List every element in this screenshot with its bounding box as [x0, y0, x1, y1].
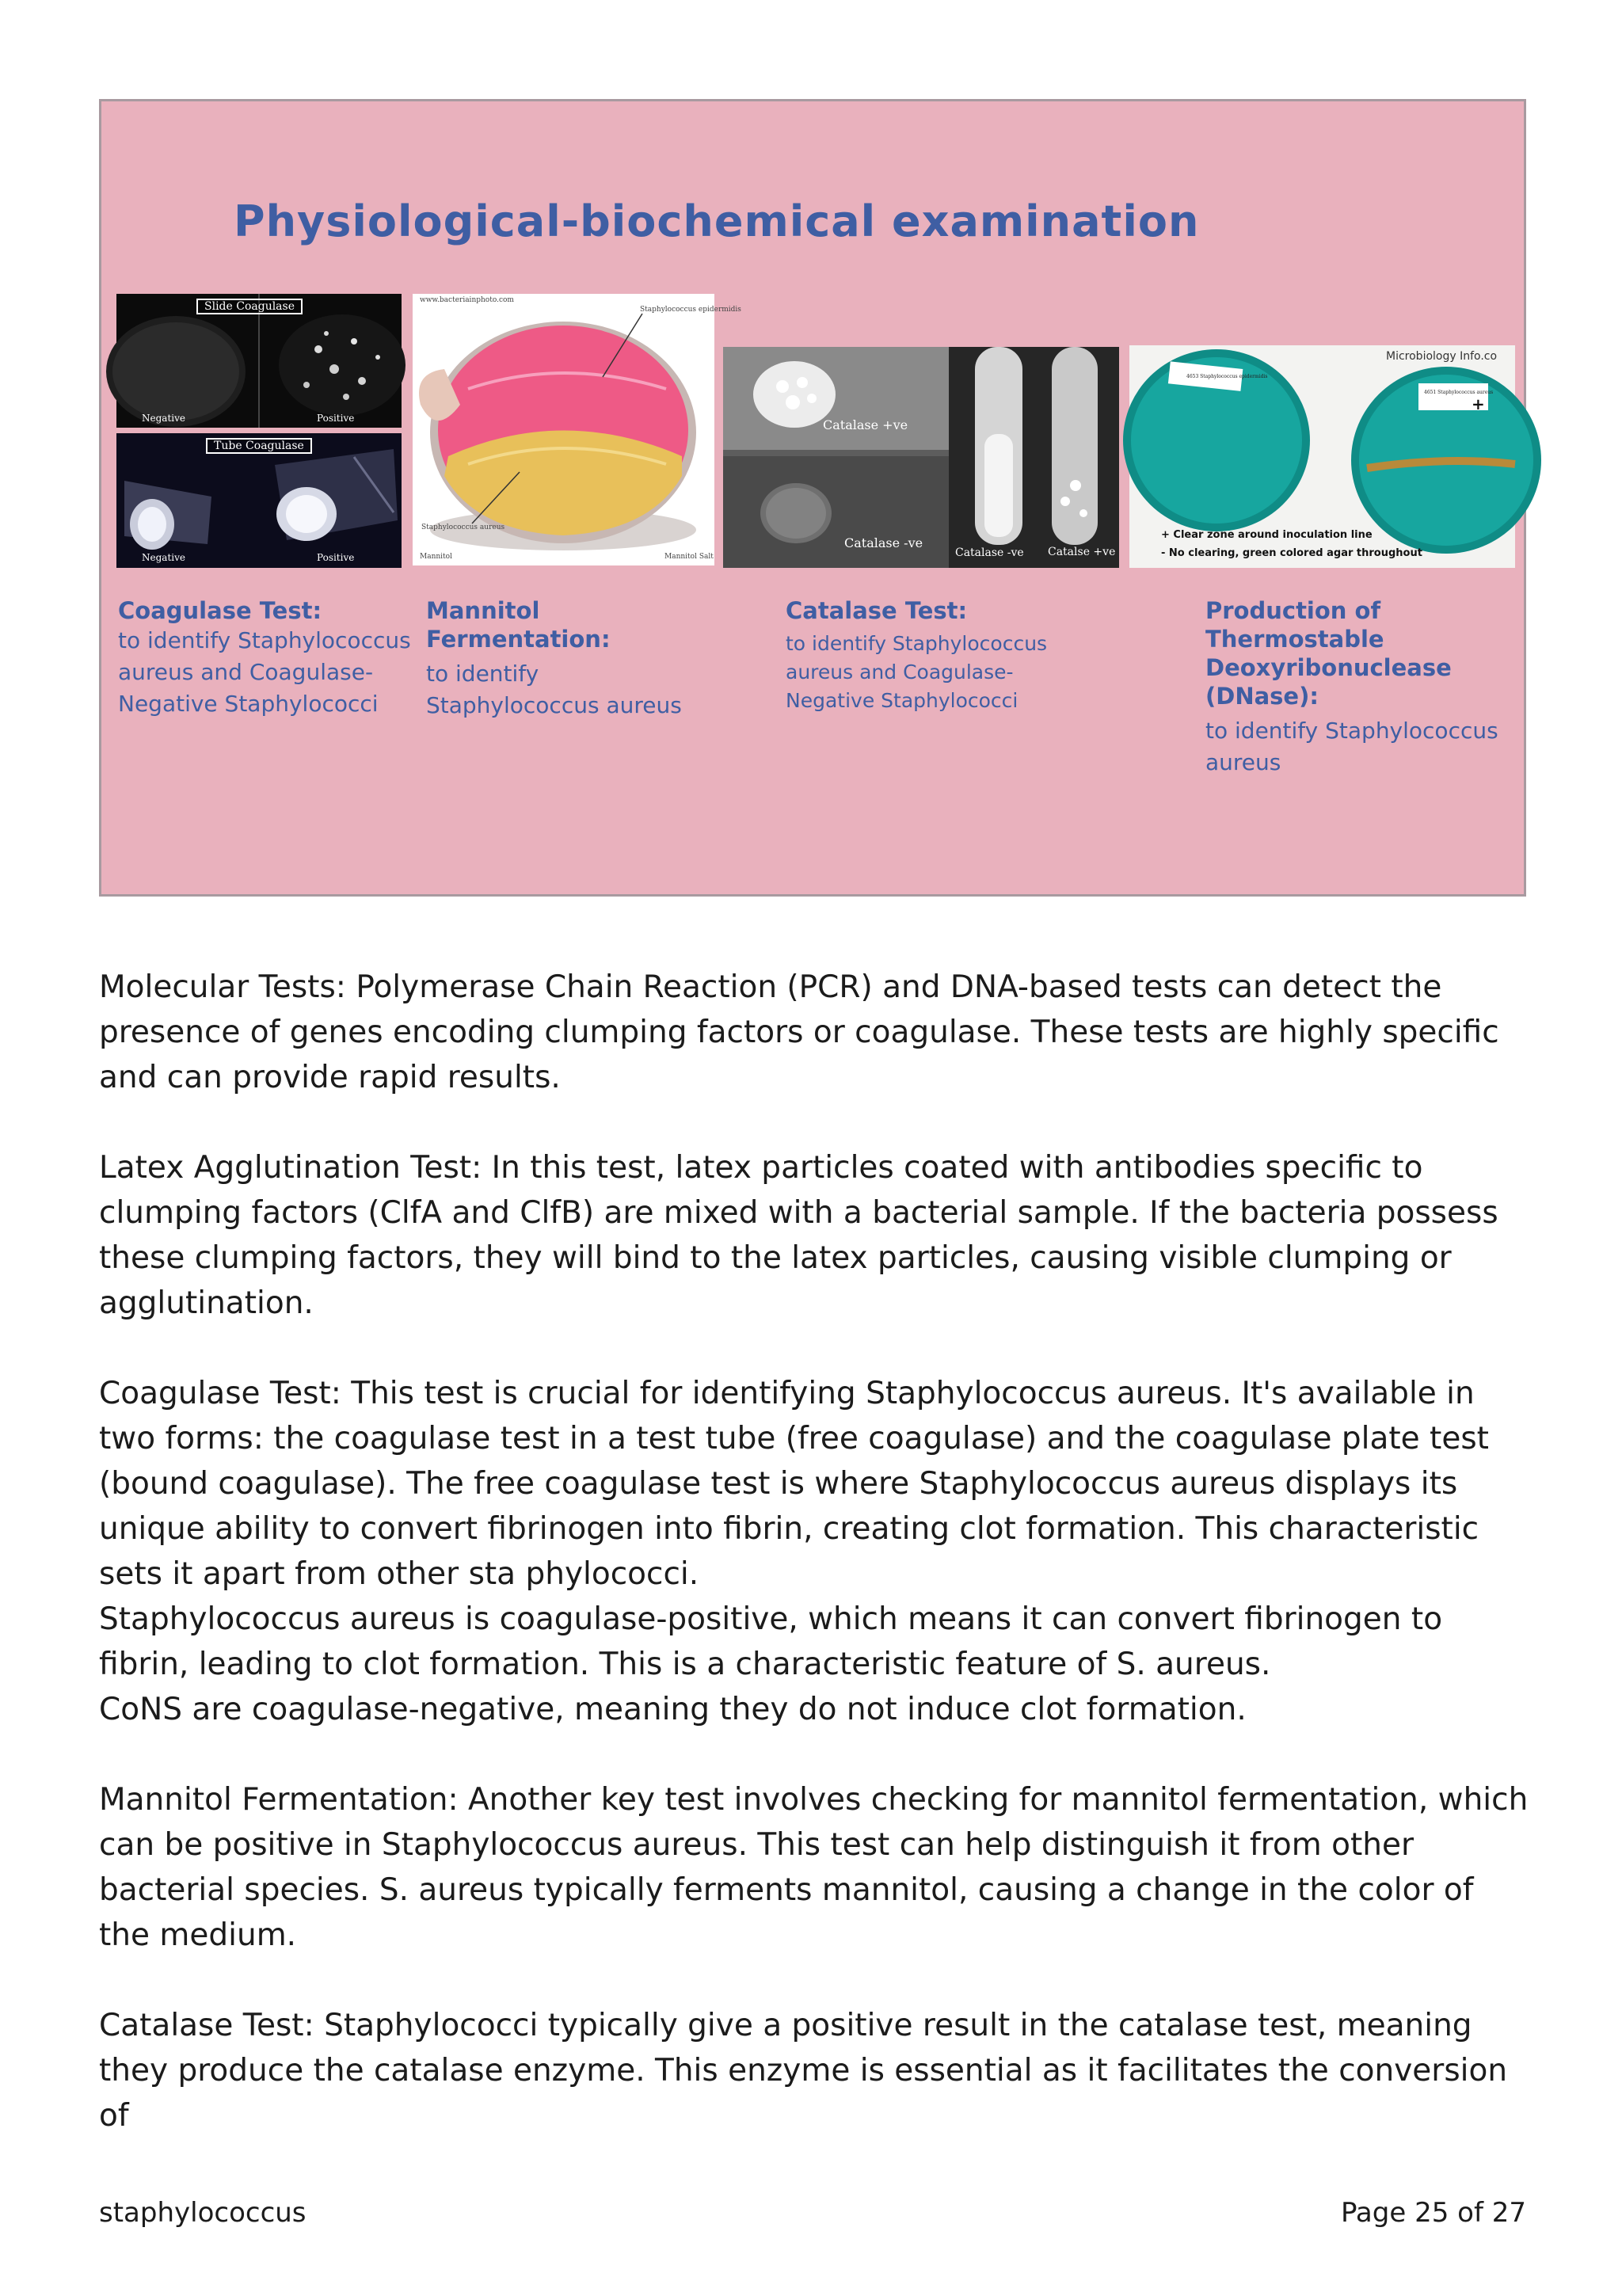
caption-coagulase-title: Coagulase Test:: [118, 597, 322, 624]
paragraph-catalase-test: Catalase Test: Staphylococci typically give a positive result in the catalase test, meaning they produce the catalase enzyme. This enzyme is essential as it facilitates the conversion of: [99, 2008, 1508, 2134]
tube-positive-label: Positive: [317, 552, 355, 563]
mannitol-upper-label: Staphylococcus epidermidis: [640, 306, 741, 314]
paragraph-molecular-tests: Molecular Tests: Polymerase Chain Reaction (PCR) and DNA-based tests can detect the presence of genes encoding clumping factors or coagulase. These tests are highly specific and can provide rapid results.: [99, 969, 1499, 1095]
slide-coagulase-photo: [116, 294, 402, 428]
mannitol-site-label: www.bacteriainphoto.com: [420, 296, 514, 304]
mannitol-corner-right: Mannitol Salt: [664, 553, 714, 561]
catalase-photo: [723, 347, 1119, 568]
paragraph-mannitol-fermentation: Mannitol Fermentation: Another key test involves checking for mannitol fermentation, which can be positive in Staphylococcus aureus. This test can help distinguish it from other bacterial species. S. aureus typically ferments mannitol, causing a change in the color of the medium.: [99, 1782, 1529, 1953]
dnase-legend-plus: + Clear zone around inoculation line: [1161, 529, 1373, 541]
caption-catalase-desc: to identify Staphylococcus aureus and Coagulase-Negative Staphylococci: [786, 632, 1048, 712]
tube-coagulase-photo: [116, 433, 402, 568]
slide-figure: [99, 99, 1526, 897]
slide-positive-label: Positive: [317, 413, 355, 424]
caption-dnase-desc: to identify Staphylococcus aureus: [1205, 718, 1498, 775]
dnase-left-plate-label: 4653 Staphylococcus epidermidis: [1186, 374, 1268, 379]
catalase-positive-label: Catalase +ve: [823, 417, 908, 432]
catalase-negative-label: Catalase -ve: [844, 535, 923, 550]
caption-coagulase-desc: to identify Staphylococcus aureus and Coagulase-Negative Staphylococci: [118, 627, 411, 717]
dnase-brand-label: Microbiology Info.co: [1386, 350, 1498, 363]
paragraph-aureus-coagulase-positive: Staphylococcus aureus is coagulase-positive, which means it can convert fibrinogen to fibrin, leading to clot formation. This is a characteristic feature of S. aureus.: [99, 1601, 1443, 1682]
slide-title: Physiological-biochemical examination: [234, 196, 1200, 246]
dnase-legend-minus: - No clearing, green colored agar throughout: [1161, 547, 1422, 559]
footer-page-number: Page 25 of 27: [1340, 2197, 1526, 2229]
caption-catalase-title: Catalase Test:: [786, 597, 968, 624]
catalase-tube-negative-label: Catalase -ve: [955, 546, 1024, 559]
caption-mannitol: [426, 596, 703, 722]
body-text: [99, 965, 1533, 2184]
caption-mannitol-desc: to identify Staphylococcus aureus: [426, 661, 682, 718]
slide-coagulase-label: Slide Coagulase: [196, 299, 303, 314]
footer-document-title: staphylococcus: [99, 2197, 307, 2229]
slide-negative-label: Negative: [142, 413, 185, 424]
mannitol-lower-label: Staphylococcus aureus: [421, 524, 505, 531]
caption-coagulase: [118, 596, 411, 720]
catalase-tube-positive-label: Catalse +ve: [1048, 546, 1116, 558]
tube-negative-label: Negative: [142, 552, 185, 563]
mannitol-photo: [413, 294, 741, 565]
caption-dnase-title: Production of Thermostable Deoxyribonuclease (DNase):: [1205, 597, 1452, 710]
paragraph-cons-coagulase-negative: CoNS are coagulase-negative, meaning they do not induce clot formation.: [99, 1692, 1247, 1727]
paragraph-coagulase-test: Coagulase Test: This test is crucial for identifying Staphylococcus aureus. It's available in two forms: the coagulase test in a test tube (free coagulase) and the coagulase plate test (bound coagulase). The free coagulase test is where Staphylococcus aureus displays its unique ability to convert fibrinogen into fibrin, creating clot formation. This characteristic sets it apart from other sta phylococci.: [99, 1376, 1489, 1592]
mannitol-corner-left: Mannitol: [420, 553, 452, 561]
caption-mannitol-title: Mannitol Fermentation:: [426, 597, 611, 653]
dnase-photo: [1129, 345, 1515, 568]
caption-catalase: [786, 596, 1087, 715]
dnase-sign-label: +: [1472, 394, 1485, 413]
paragraph-latex-agglutination: Latex Agglutination Test: In this test, latex particles coated with antibodies specific to clumping factors (ClfA and ClfB) are mixed with a bacterial sample. If the bacteria possess these clumping factors, they will bind to the latex particles, causing visible clumping or agglutination.: [99, 1150, 1498, 1321]
tube-coagulase-label: Tube Coagulase: [206, 438, 312, 454]
dnase-right-plate-label: 4651 Staphylococcus aureus: [1424, 390, 1494, 395]
caption-dnase: [1205, 596, 1514, 779]
